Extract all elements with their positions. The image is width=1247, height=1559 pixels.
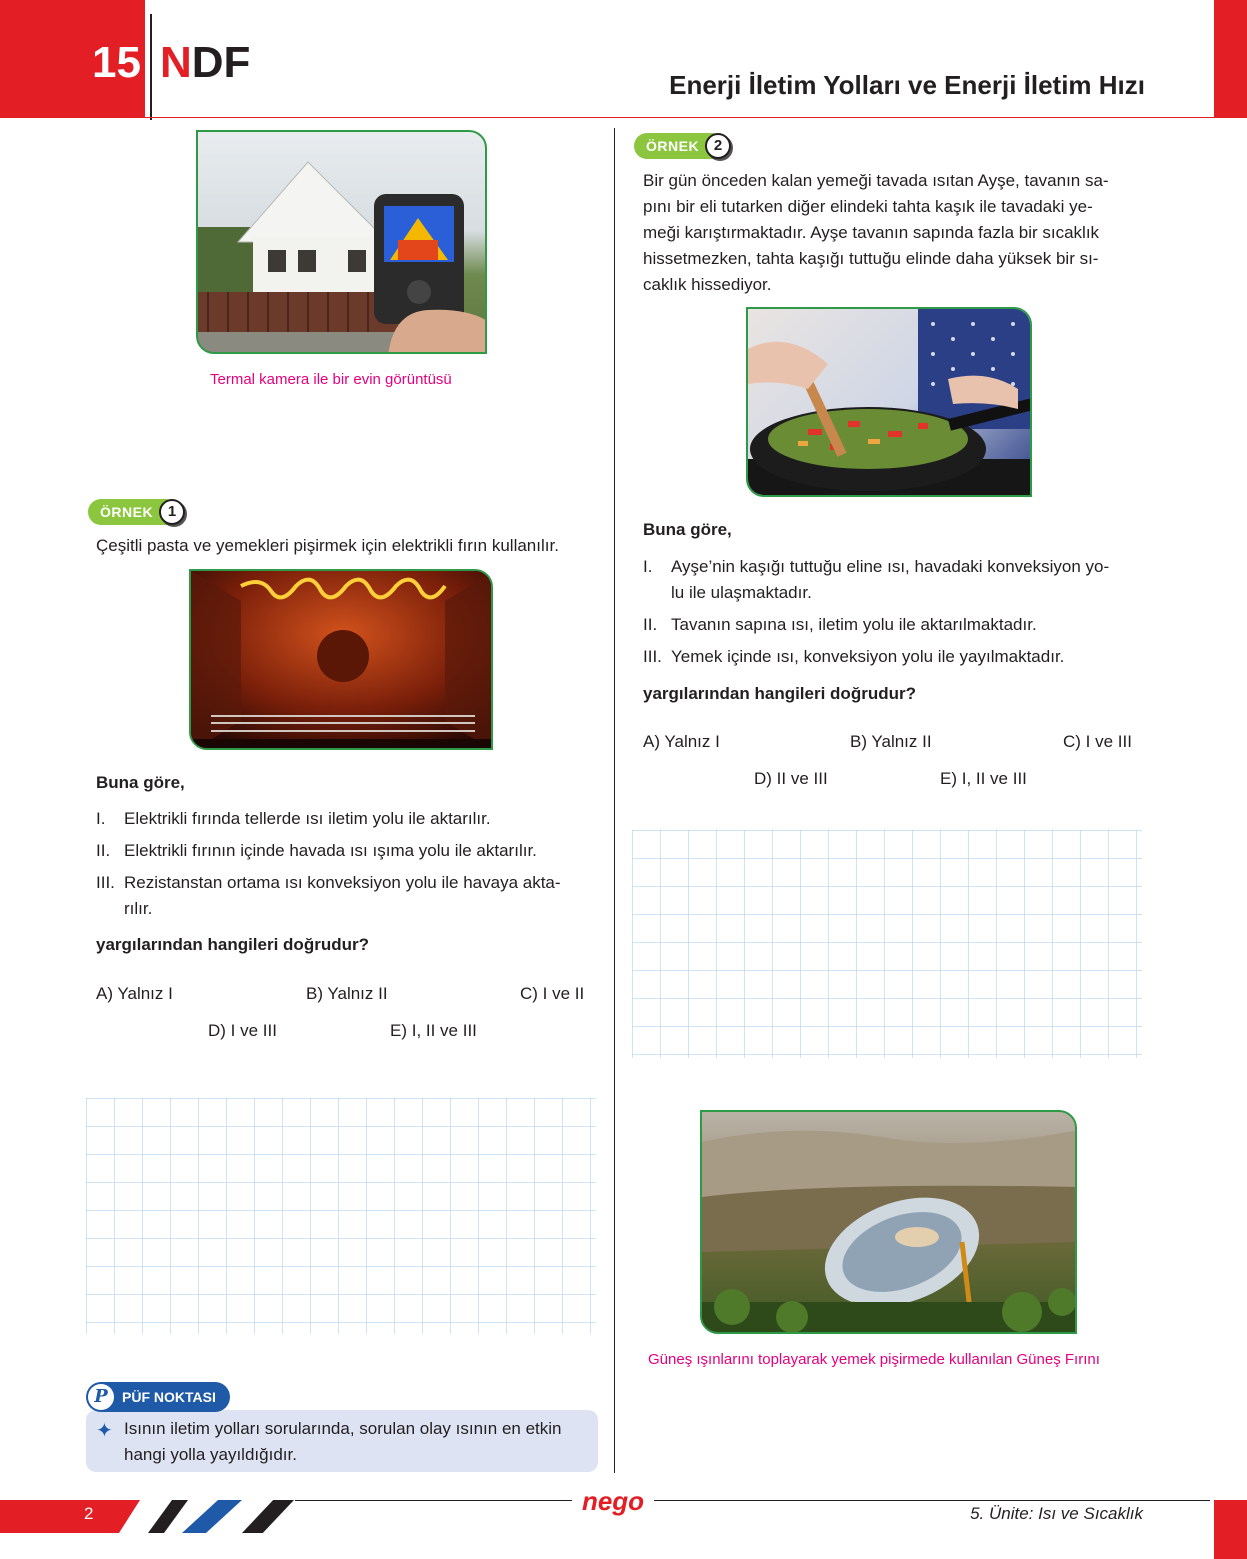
example-2-option-c: C) I ve III — [1063, 732, 1132, 751]
frying-pan-photo — [746, 307, 1032, 497]
footer-stripe — [182, 1500, 242, 1533]
chapter-number: 15 — [92, 38, 141, 87]
example-1-lead: Buna göre, — [96, 773, 185, 792]
example-1-option-e: E) I, II ve III — [390, 1021, 477, 1040]
item-text-continuation: rılır. — [124, 899, 153, 918]
header-rule — [145, 117, 1215, 118]
footer-side-tab — [1214, 1500, 1247, 1559]
intro-line: caklık hissediyor. — [643, 275, 772, 294]
solar-oven-illustration — [702, 1112, 1077, 1334]
intro-line: pını bir eli tutarken diğer elindeki tahta kaşık ile tavadaki ye- — [643, 197, 1093, 216]
pan-illustration — [748, 309, 1032, 497]
tip-badge — [86, 1382, 230, 1412]
example-1-option-b: B) Yalnız II — [306, 984, 388, 1003]
house-illustration — [198, 132, 487, 354]
roman-numeral: I. — [643, 557, 653, 576]
tip-text: Isının iletim yolları sorularında, sorulan olay ısının en etkin hangi yolla yayıldığıdır. — [124, 1419, 562, 1464]
roman-numeral: II. — [96, 841, 111, 860]
example-1-option-c: C) I ve II — [520, 984, 585, 1003]
roman-numeral: III. — [96, 873, 115, 892]
intro-line: hissetmezken, tahta kaşığı tuttuğu elinde daha yüksek bir sı- — [643, 249, 1099, 268]
oven-illustration — [191, 571, 493, 750]
footer-rule — [295, 1500, 1210, 1501]
thermal-camera-photo — [196, 130, 487, 354]
sparkle-icon: ✦ — [96, 1420, 113, 1442]
example-2-label: ÖRNEK — [634, 133, 725, 159]
example-2-work-grid — [632, 830, 1142, 1058]
example-2-option-e: E) I, II ve III — [940, 769, 1027, 788]
electric-oven-photo — [189, 569, 493, 750]
footer-red-tab — [0, 1500, 140, 1533]
roman-numeral: III. — [643, 647, 662, 666]
brand-logo — [160, 38, 250, 88]
intro-line: meği karıştırmaktadır. Ayşe tavanın sapında fazla bir sıcaklık — [643, 223, 1100, 242]
example-2-item-1 — [643, 554, 1143, 606]
footer-stripe — [148, 1500, 188, 1533]
item-text: Rezistanstan ortama ısı konveksiyon yolu ile havaya akta- — [124, 873, 561, 892]
item-text: Elektrikli fırının içinde havada ısı ışıma yolu ile aktarılır. — [124, 841, 537, 860]
example-1-option-d: D) I ve III — [208, 1021, 277, 1040]
item-text: Elektrikli fırında tellerde ısı iletim yolu ile aktarılır. — [124, 809, 491, 828]
roman-numeral: II. — [643, 615, 658, 634]
page-title: Enerji İletim Yolları ve Enerji İletim Hızı — [669, 70, 1145, 100]
example-2-number: 2 — [705, 133, 731, 159]
column-divider — [614, 128, 615, 1473]
example-1-work-grid — [86, 1098, 596, 1334]
item-text-continuation: lu ile ulaşmaktadır. — [671, 583, 812, 602]
publisher-logo: nego — [572, 1484, 654, 1518]
intro-line: Bir gün önceden kalan yemeği tavada ısıtan Ayşe, tavanın sa- — [643, 171, 1109, 190]
example-2-badge — [634, 133, 731, 159]
roman-numeral: I. — [96, 809, 106, 828]
example-1-intro: Çeşitli pasta ve yemekleri pişirmek için elektrikli fırın kullanılır. — [96, 536, 559, 555]
example-2-question: yargılarından hangileri doğrudur? — [643, 684, 916, 703]
tip-icon: P — [88, 1384, 114, 1410]
example-1-label: ÖRNEK — [88, 499, 179, 525]
footer-stripe — [242, 1500, 294, 1533]
example-2-lead: Buna göre, — [643, 520, 732, 539]
example-1-option-a: A) Yalnız I — [96, 984, 173, 1003]
solar-oven-photo — [700, 1110, 1077, 1334]
solar-oven-caption: Güneş ışınlarını toplayarak yemek pişirmede kullanılan Güneş Fırını — [648, 1351, 1100, 1368]
tip-label: PÜF NOKTASI — [122, 1389, 216, 1405]
example-1-badge — [88, 499, 185, 525]
item-text: Yemek içinde ısı, konveksiyon yolu ile yayılmaktadır. — [671, 647, 1065, 666]
example-1-number: 1 — [159, 499, 185, 525]
header-side-tab — [1214, 0, 1247, 118]
example-2-option-d: D) II ve III — [754, 769, 828, 788]
example-2-intro — [643, 168, 1138, 298]
item-text: Ayşe’nin kaşığı tuttuğu eline ısı, havadaki konveksiyon yo- — [671, 557, 1110, 576]
thermal-photo-caption: Termal kamera ile bir evin görüntüsü — [210, 371, 452, 388]
example-2-option-b: B) Yalnız II — [850, 732, 932, 751]
brand-letters: DF — [191, 38, 251, 87]
example-1-item-3 — [96, 870, 596, 922]
example-2-option-a: A) Yalnız I — [643, 732, 720, 751]
header-divider — [150, 14, 152, 120]
brand-letter-n: N — [160, 38, 192, 87]
example-1-question: yargılarından hangileri doğrudur? — [96, 935, 369, 954]
unit-label: 5. Ünite: Isı ve Sıcaklık — [970, 1504, 1143, 1523]
page-number: 2 — [84, 1504, 94, 1523]
item-text: Tavanın sapına ısı, iletim yolu ile aktarılmaktadır. — [671, 615, 1037, 634]
